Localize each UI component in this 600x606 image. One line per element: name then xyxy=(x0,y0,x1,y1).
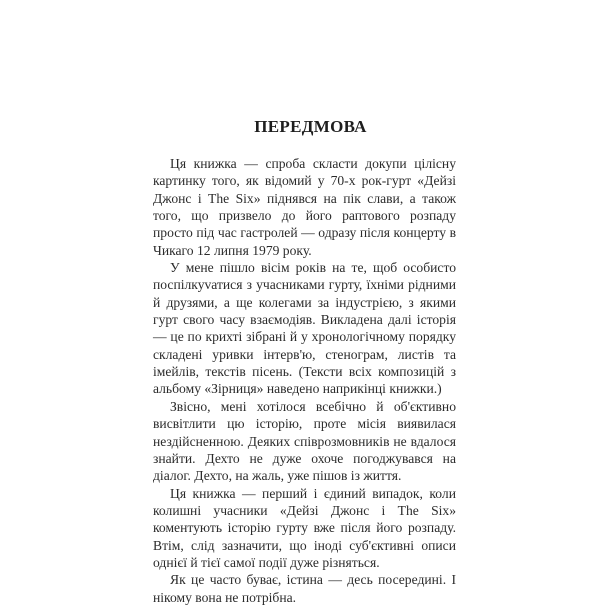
book-page xyxy=(153,116,456,606)
paragraph-5: Як це часто буває, істина — десь посередині. І нікому вона не потрібна. xyxy=(153,572,456,605)
paragraph-2: У мене пішло вісім років на те, щоб особисто поспілкуvатися з учасниками гурту, їхніми рідними й друзями, а ще колегами за індустрією, з якими гурт свого часу взаємодіяв. Викладена далі історія — це по крихті зібрані й у хронологічному порядку складені уривки інтерв'ю, стенограм, листів та імейлів, текстів пісень. (Тексти всіх композицій з альбому «Зірниця» наведено наприкінці книжки.) xyxy=(153,260,456,397)
paragraph-4: Ця книжка — перший і єдиний випадок, коли колишні учасники «Дейзі Джонс і The Six» коментують історію гурту вже після його розпаду. Втім, слід зазначити, що іноді суб'єктивні описи однієї й тієї самої події дуже різняться. xyxy=(153,485,456,570)
paragraph-1: Ця книжка — спроба скласти докупи цілісну картинку того, як відомий у 70-х рок-гурт «Дейзі Джонс і The Six» піднявся на пік слави, а також того, що призвело до його раптового розпаду просто під час гастролей — одразу після концерту в Чикаго 12 липня 1979 року. xyxy=(153,156,456,258)
paragraph-3: Звісно, мені хотілося всебічно й об'єктивно висвітлити цю історію, проте місія виявилася нездійсненною. Деяких співрозмовників не вдалося знайти. Дехто не дуже охоче погоджувався на діалог. Дехто, на жаль, уже пішов із життя. xyxy=(153,398,456,484)
page-title: ПЕРЕДМОВА xyxy=(254,117,367,136)
